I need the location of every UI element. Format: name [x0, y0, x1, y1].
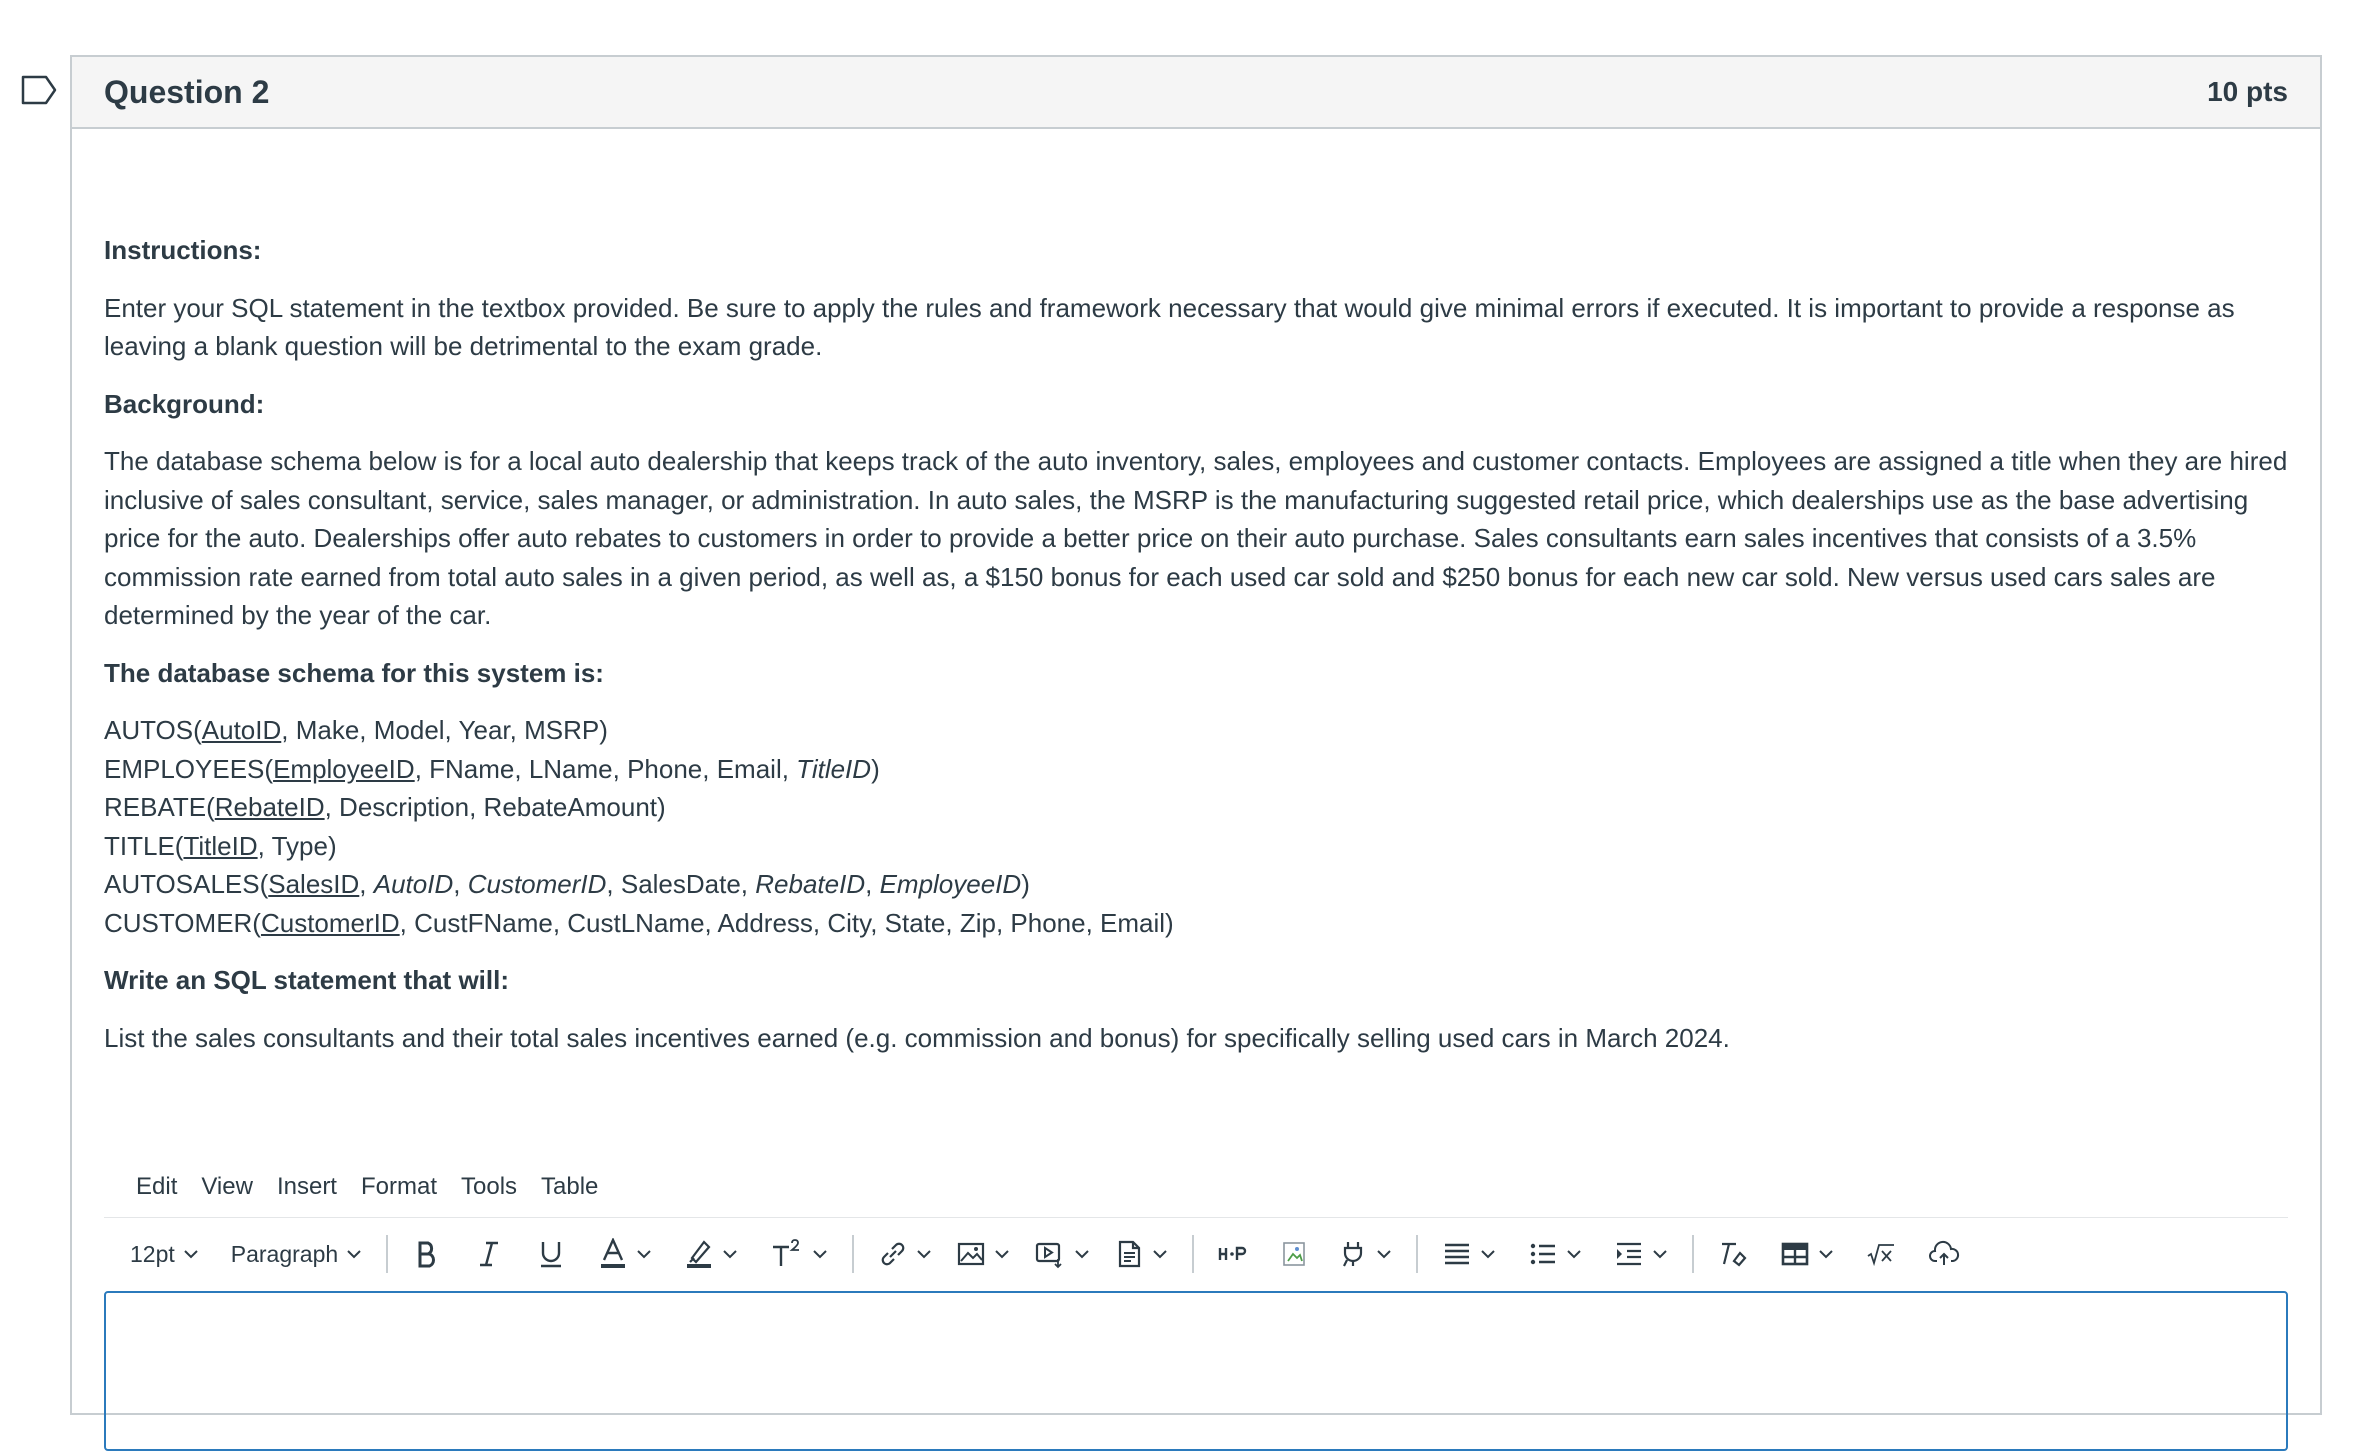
- upload-cloud-button[interactable]: [1920, 1230, 1968, 1278]
- superscript-icon: [770, 1239, 804, 1269]
- question-points: 10 pts: [2207, 76, 2288, 107]
- clear-formatting-icon: [1718, 1239, 1748, 1269]
- superscript-button[interactable]: [762, 1230, 836, 1278]
- media-icon: [1034, 1239, 1066, 1269]
- h5p-button[interactable]: [1210, 1230, 1256, 1278]
- task-text: List the sales consultants and their total sales incentives earned (e.g. commission and bonus) for specifically selling used cars in March 2024.: [104, 1022, 1730, 1053]
- toolbar-separator: [1692, 1235, 1694, 1273]
- h5p-icon: [1218, 1239, 1248, 1269]
- menu-format[interactable]: Format: [360, 1173, 437, 1200]
- background-heading: Background:: [104, 388, 265, 419]
- font-size-select[interactable]: [122, 1230, 207, 1278]
- flag-question-icon[interactable]: [20, 74, 58, 106]
- table-icon: [1780, 1239, 1810, 1269]
- chevron-down-icon: [812, 1249, 828, 1259]
- chevron-down-icon: [994, 1249, 1010, 1259]
- instructions-heading: Instructions:: [104, 235, 262, 265]
- apps-button[interactable]: [1330, 1230, 1400, 1278]
- menubar-divider: [104, 1217, 2288, 1218]
- toolbar-separator: [386, 1235, 388, 1273]
- schema-customer: CUSTOMER(CustomerID, CustFName, CustLName, Address, City, State, Zip, Phone, Email): [104, 907, 1174, 938]
- indent-button[interactable]: [1606, 1230, 1676, 1278]
- text-color-icon: [598, 1238, 628, 1270]
- italic-icon: [474, 1239, 504, 1269]
- schema-title: TITLE(TitleID, Type): [104, 830, 337, 861]
- image-icon: [956, 1239, 986, 1269]
- toolbar-separator: [1416, 1235, 1418, 1273]
- bold-button[interactable]: [404, 1230, 450, 1278]
- background-text: The database schema below is for a local auto dealership that keeps track of the auto inventory, sales, employees and customer contacts. Employees are assigned a title when they are hired inclusive of sales consultant, service, sales manager, or administration. In auto sales, the MSRP is the manufacturing suggested retail price, which dealerships use as the base advertising price for the auto. Dealerships offer auto rebates to customers in order to provide a better price on their auto purchase. Sales consultants earn sales incentives that consists of a 3.5% commission rate earned from total auto sales in a given period, as well as, a $150 bonus for each used car sold and $250 bonus for each new car sold. New versus used cars sales are determined by the year of the car.: [104, 446, 2288, 630]
- font-size-value: 12pt: [130, 1240, 175, 1267]
- question-header: [72, 57, 2320, 129]
- menu-edit[interactable]: Edit: [136, 1173, 178, 1200]
- embed-image-button[interactable]: [1272, 1230, 1318, 1278]
- schema-employees: EMPLOYEES(EmployeeID, FName, LName, Phone, Email, TitleID): [104, 753, 880, 784]
- menu-view[interactable]: View: [201, 1173, 253, 1200]
- bullet-list-button[interactable]: [1520, 1230, 1590, 1278]
- highlighter-icon: [684, 1238, 714, 1270]
- italic-button[interactable]: [466, 1230, 512, 1278]
- menu-tools[interactable]: Tools: [461, 1173, 518, 1200]
- editor-toolbar: [122, 1219, 2288, 1289]
- toolbar-separator: [852, 1235, 854, 1273]
- chevron-down-icon: [1074, 1249, 1090, 1259]
- chevron-down-icon: [1480, 1249, 1496, 1259]
- underline-icon: [536, 1239, 566, 1269]
- menu-insert[interactable]: Insert: [276, 1173, 337, 1200]
- chevron-down-icon: [722, 1249, 738, 1259]
- question-title: Question 2: [104, 73, 270, 110]
- schema-autosales: AUTOSALES(SalesID, AutoID, CustomerID, SalesDate, RebateID, EmployeeID): [104, 869, 1030, 899]
- schema-rebate: REBATE(RebateID, Description, RebateAmount): [104, 792, 666, 822]
- highlight-color-button[interactable]: [676, 1230, 746, 1278]
- toolbar-separator: [1192, 1235, 1194, 1273]
- question-card: [70, 55, 2322, 1415]
- link-icon: [878, 1239, 908, 1269]
- block-format-select[interactable]: [223, 1230, 370, 1278]
- cloud-upload-icon: [1928, 1239, 1960, 1269]
- image-button[interactable]: [948, 1230, 1018, 1278]
- chevron-down-icon: [636, 1249, 652, 1259]
- clear-formatting-button[interactable]: [1710, 1230, 1756, 1278]
- task-heading: Write an SQL statement that will:: [104, 965, 509, 995]
- instructions-text: Enter your SQL statement in the textbox provided. Be sure to apply the rules and framework necessary that would give minimal errors if executed. It is important to provide a response as leaving a blank question will be detrimental to the exam grade.: [104, 292, 2235, 361]
- chevron-down-icon: [346, 1249, 362, 1259]
- broken-image-icon: [1280, 1239, 1310, 1269]
- square-root-icon: [1866, 1239, 1896, 1269]
- bold-icon: [412, 1239, 442, 1269]
- table-button[interactable]: [1772, 1230, 1842, 1278]
- equation-button[interactable]: [1858, 1230, 1904, 1278]
- chevron-down-icon: [1652, 1249, 1668, 1259]
- chevron-down-icon: [1566, 1249, 1582, 1259]
- plug-icon: [1338, 1239, 1368, 1269]
- document-button[interactable]: [1106, 1230, 1176, 1278]
- align-button[interactable]: [1434, 1230, 1504, 1278]
- schema-autos: AUTOS(AutoID, Make, Model, Year, MSRP): [104, 715, 608, 745]
- menu-table[interactable]: Table: [541, 1173, 599, 1200]
- bullet-list-icon: [1528, 1239, 1558, 1269]
- schema-heading: The database schema for this system is:: [104, 657, 604, 688]
- underline-button[interactable]: [528, 1230, 574, 1278]
- answer-editor[interactable]: [104, 1291, 2288, 1451]
- editor-menubar: [124, 1157, 610, 1217]
- indent-icon: [1614, 1239, 1644, 1269]
- align-justify-icon: [1442, 1239, 1472, 1269]
- document-icon: [1114, 1239, 1144, 1269]
- media-button[interactable]: [1026, 1230, 1098, 1278]
- chevron-down-icon: [1152, 1249, 1168, 1259]
- chevron-down-icon: [1818, 1249, 1834, 1259]
- question-text: [72, 231, 2320, 1057]
- chevron-down-icon: [916, 1249, 932, 1259]
- link-button[interactable]: [870, 1230, 940, 1278]
- schema-list: [104, 711, 2288, 942]
- text-color-button[interactable]: [590, 1230, 660, 1278]
- chevron-down-icon: [183, 1249, 199, 1259]
- block-format-value: Paragraph: [230, 1240, 339, 1267]
- chevron-down-icon: [1376, 1249, 1392, 1259]
